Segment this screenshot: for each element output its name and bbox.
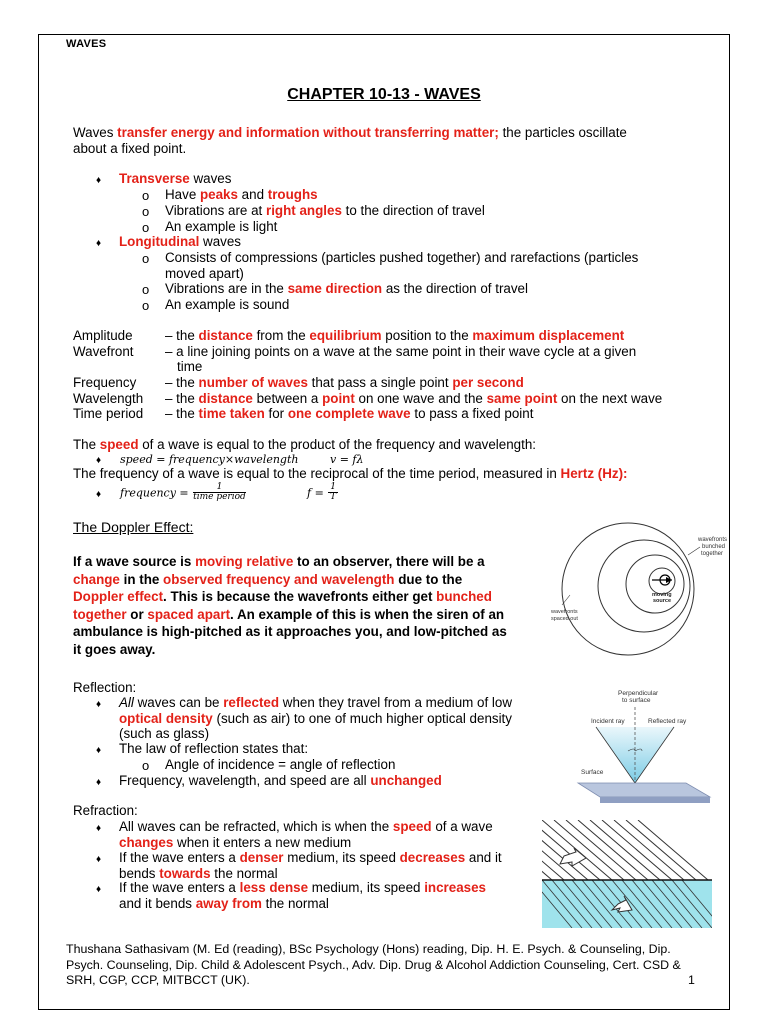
sub-bullet-icon: o <box>142 298 150 313</box>
sub-bullet-icon: o <box>142 282 150 297</box>
doppler-paragraph: If a wave source is moving relative to an observer, there will be a change in the observed frequency and wavelength due to the Doppler effect. This is because the wavefronts either get bunched together or spaced apart. An example of this is when the siren of an ambulance is high-pitched as it approaches you, and low-pitched as it goes away. <box>73 554 507 657</box>
doppler-heading: The Doppler Effect: <box>73 519 194 535</box>
fig-label-incident: Incident ray <box>591 718 625 725</box>
def-term-wavelength: Wavelength <box>73 391 144 406</box>
longitudinal-sub-1: Consists of compressions (particles pushed together) and rarefactions (particles moved apart) <box>165 250 639 281</box>
reflection-sub: Angle of incidence = angle of reflection <box>165 757 396 772</box>
speed-formula-symbolic: v = fλ <box>330 453 364 466</box>
reciprocal-paragraph: The frequency of a wave is equal to the reciprocal of the time period, measured in Hertz (Hz): <box>73 466 628 481</box>
def-desc-amplitude: – the distance from the equilibrium position to the maximum displacement <box>165 328 625 343</box>
page-number: 1 <box>688 973 695 987</box>
fig-label-reflected: Reflected ray <box>648 718 687 725</box>
reflection-bullet-3: Frequency, wavelength, and speed are all unchanged <box>119 773 442 788</box>
bullet-icon: ♦ <box>96 238 102 249</box>
bullet-icon: ♦ <box>96 884 102 895</box>
def-desc-wavefront: – a line joining points on a wave at the same point in their wave cycle at a given time <box>165 344 637 374</box>
bullet-icon: ♦ <box>96 745 102 756</box>
def-desc-wavelength: – the distance between a point on one wave and the same point on the next wave <box>165 391 663 406</box>
refraction-bullet-2: If the wave enters a denser medium, its speed decreases and it bends towards the normal <box>119 850 502 881</box>
intro-paragraph: Waves transfer energy and information without transferring matter; the particles oscillate about a fixed point. <box>73 125 627 156</box>
refraction-heading: Refraction: <box>73 803 138 818</box>
sub-bullet-icon: o <box>142 204 150 219</box>
fig-label-bunched: wavefronts bunched together <box>698 537 728 557</box>
longitudinal-sub-2: Vibrations are in the same direction as the direction of travel <box>165 281 528 296</box>
refraction-bullet-3: If the wave enters a less dense medium, its speed increases and it bends away from the normal <box>119 880 486 911</box>
sub-bullet-icon: o <box>142 188 150 203</box>
bullet-icon: ♦ <box>96 777 102 788</box>
fig-label-perpendicular: Perpendicular to surface <box>618 690 659 704</box>
sub-bullet-icon: o <box>142 758 150 773</box>
reflection-bullet-2: The law of reflection states that: <box>119 741 309 756</box>
reflection-diagram <box>560 687 720 807</box>
transverse-item: Transverse waves <box>119 171 232 186</box>
speed-formula: speed = frequency×wavelength <box>120 453 299 466</box>
footer-credits: Thushana Sathasivam (M. Ed (reading), BSc Psychology (Hons) reading, Dip. H. E. Psych. & Counseling, Dip. Psych. Counseling, Dip. Child & Adolescent Psych., Adv. Dip. Drug & Alcohol Addiction Counseling, Cert. CSD & SRH, CGP, CCP, MITBCCT (UK). <box>66 942 681 987</box>
frequency-formula: frequency = $\frac{1}{\text{time period}}$ <box>120 482 246 502</box>
speed-paragraph: The speed of a wave is equal to the product of the frequency and wavelength: <box>73 437 537 452</box>
reflection-bullet-1: All waves can be reflected when they travel from a medium of low optical density (such as air) to one of much higher optical density (such as glass) <box>119 695 512 741</box>
bullet-icon: ♦ <box>96 699 102 710</box>
def-desc-time-period: – the time taken for one complete wave to pass a fixed point <box>165 406 534 421</box>
fig-label-source: moving source <box>652 592 672 604</box>
page-title: CHAPTER 10-13 - WAVES <box>287 86 481 103</box>
fig-label-surface: Surface <box>581 769 604 776</box>
bullet-icon: ♦ <box>96 823 102 834</box>
transverse-sub-1: Have peaks and troughs <box>165 187 318 202</box>
bullet-icon: ♦ <box>96 489 102 500</box>
def-term-amplitude: Amplitude <box>73 328 133 343</box>
def-term-wavefront: Wavefront <box>73 344 134 359</box>
bullet-icon: ♦ <box>96 455 102 466</box>
sub-bullet-icon: o <box>142 251 150 266</box>
def-term-frequency: Frequency <box>73 375 137 390</box>
running-head: WAVES <box>66 38 107 50</box>
bullet-icon: ♦ <box>96 175 102 186</box>
def-term-time-period: Time period <box>73 406 144 421</box>
transverse-sub-3: An example is light <box>165 219 278 234</box>
longitudinal-sub-3: An example is sound <box>165 297 290 312</box>
doppler-diagram <box>548 517 730 675</box>
bullet-icon: ♦ <box>96 854 102 865</box>
frequency-formula-symbolic: f = $\frac{1}{T}$ <box>307 482 337 502</box>
fig-label-spaced: wavefronts spaced out <box>551 609 578 622</box>
refraction-bullet-1: All waves can be refracted, which is when the speed of a wave changes when it enters a new medium <box>119 819 493 850</box>
longitudinal-item: Longitudinal waves <box>119 234 242 249</box>
transverse-sub-2: Vibrations are at right angles to the direction of travel <box>165 203 485 218</box>
def-desc-frequency: – the number of waves that pass a single point per second <box>165 375 524 390</box>
sub-bullet-icon: o <box>142 220 150 235</box>
refraction-diagram <box>542 820 712 928</box>
reflection-heading: Reflection: <box>73 680 137 695</box>
